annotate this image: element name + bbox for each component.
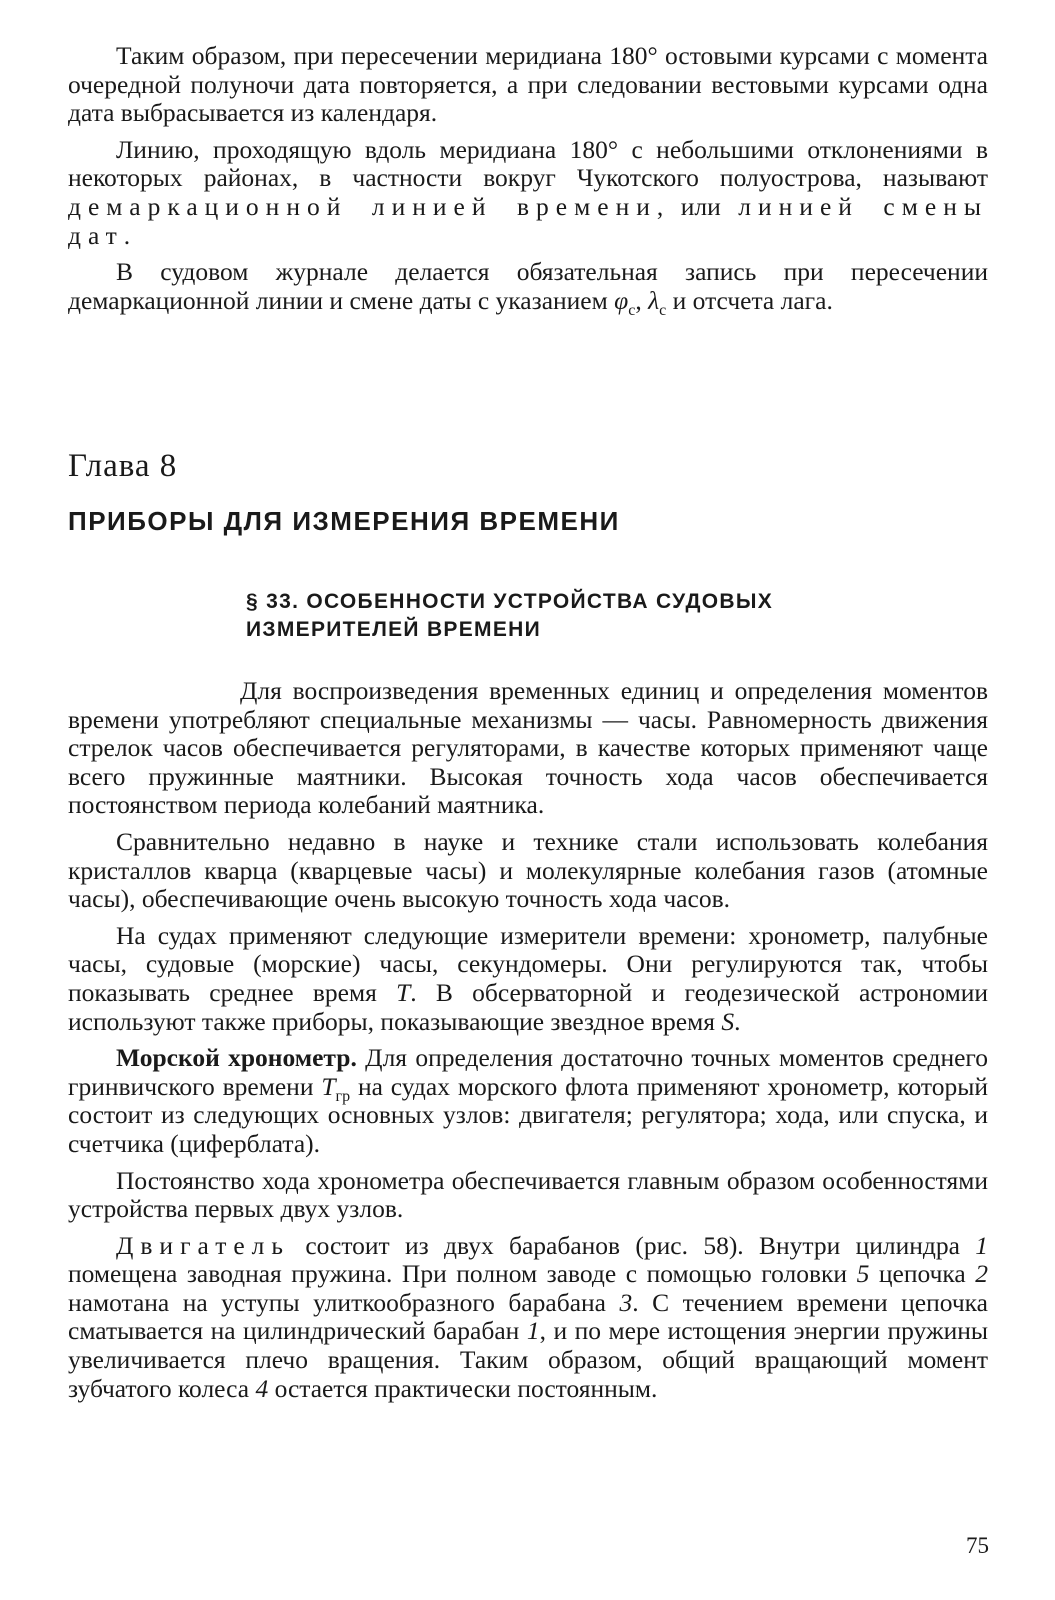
symbol-lambda: λ [648,285,660,315]
paragraph-text: цепочка [869,1259,976,1289]
paragraph-text: намотана на уступы улиткообразного барабана [68,1287,620,1317]
chapter-label: Глава 8 [68,448,178,484]
paragraph [68,42,988,128]
section-title-line: § 33. ОСОБЕННОСТИ УСТРОЙСТВА СУДОВЫХ [246,590,774,613]
paragraph-text: Для определения достаточно точных моментов среднего гринвичского времени [68,1043,988,1101]
paragraph-text: Сравнительно недавно в науке и технике стали использовать колебания кристаллов кварца (кварцевые часы) и молекулярные колебания газов (атомные часы), обеспечивающие очень высокую точность хода часов. [68,826,988,914]
section-title [246,588,886,644]
term-date-change-line: линией смены дат [68,191,988,250]
symbol-S: S [721,1006,735,1036]
paragraph [68,1044,988,1158]
paragraph-text: Линию, проходящую вдоль меридиана 180° с небольшими отклонениями в некоторых районах, в частности вокруг Чукотского полуострова, называют [68,134,988,193]
figure-ref-number: 1 [975,1230,988,1260]
section-title-line: ИЗМЕРИТЕЛЕЙ ВРЕМЕНИ [246,618,541,641]
paragraph-text: остается практически постоянным. [268,1373,658,1403]
figure-ref-number: 3 [619,1287,633,1317]
paragraph-text: , [635,285,649,315]
paragraph [68,136,988,250]
term-date-line: демаркационной линией времени [68,191,657,221]
paragraph-text: Таким образом, при пересечении меридиана 180° остовыми курсами с момента очередной полуночи дата повторяется, а при следовании вестовыми курсами одна дата выбрасывается из календаря. [68,41,988,128]
figure-ref-number: 2 [975,1259,988,1289]
symbol-T: T [396,977,411,1007]
figure-ref-number: 1 [526,1316,540,1346]
paragraph-text: Для воспроизведения временных единиц и определения моментов времени употребляют специальные механизмы — часы. Равномерность движения стрелок часов обеспечивается регуляторами, в качестве которых применяют чаще всего пружинные маятники. Высокая точность хода часов обеспечивается постоянством периода колебаний маятника. [68,676,988,820]
paragraph-text: Постоянство хода хронометра обеспечивается главным образом особенностями устройства первых двух узлов. [68,1165,988,1224]
spaced-term: Двигатель [116,1230,291,1260]
body-text [68,677,988,1411]
subscript: с [659,301,667,319]
subscript: с [628,301,636,319]
chapter-title: ПРИБОРЫ ДЛЯ ИЗМЕРЕНИЯ ВРЕМЕНИ [68,506,620,536]
run-in-heading: Морской хронометр. [116,1043,357,1073]
paragraph [68,1232,988,1404]
paragraph [68,828,988,914]
paragraph-text: . [734,1006,741,1036]
paragraph-text: . С течением времени цепочка сматывается на цилиндрический барабан [68,1287,988,1346]
paragraph-text: , или [656,191,739,221]
symbol-phi: φ [614,285,629,315]
paragraph-text: . [123,220,131,250]
paragraph [68,257,988,319]
paragraph-text: на судах морского флота применяют хронометр, который состоит из следующих основных узлов: двигателя; регулятора; хода, или спуска, и счетчика (циферблата). [68,1071,988,1158]
symbol-T: T [321,1071,336,1101]
paragraph-text: На судах применяют следующие измерители времени: хронометр, палубные часы, судовые (морские) часы, секундомеры. Они регулируются так, чтобы показывать среднее время [68,920,988,1007]
paragraph-text: помещена заводная пружина. При полном заводе с помощью головки [68,1259,857,1289]
paragraph-text: , и по мере истощения энергии пружины увеличивается плечо вращения. Таким образом, общий вращающий момент зубчатого колеса [68,1316,989,1403]
subscript: гр [335,1087,351,1105]
figure-ref-number: 4 [255,1373,269,1403]
paragraph-text: В судовом журнале делается обязательная запись при пересечении демаркационной линии и смене даты с указанием [68,257,988,315]
paragraph-text: и отсчета лага. [666,285,833,315]
paragraph-text: состоит из двух барабанов (рис. 58). Внутри цилиндра [290,1230,976,1260]
intro-text [68,42,988,323]
paragraph [68,1167,988,1224]
paragraph-text: . В обсерваторной и геодезической астрономии используют также приборы, показывающие звездное время [68,977,988,1036]
figure-ref-number: 5 [856,1259,870,1289]
paragraph [68,677,988,820]
paragraph [68,922,988,1036]
page-number: 75 [966,1533,989,1558]
